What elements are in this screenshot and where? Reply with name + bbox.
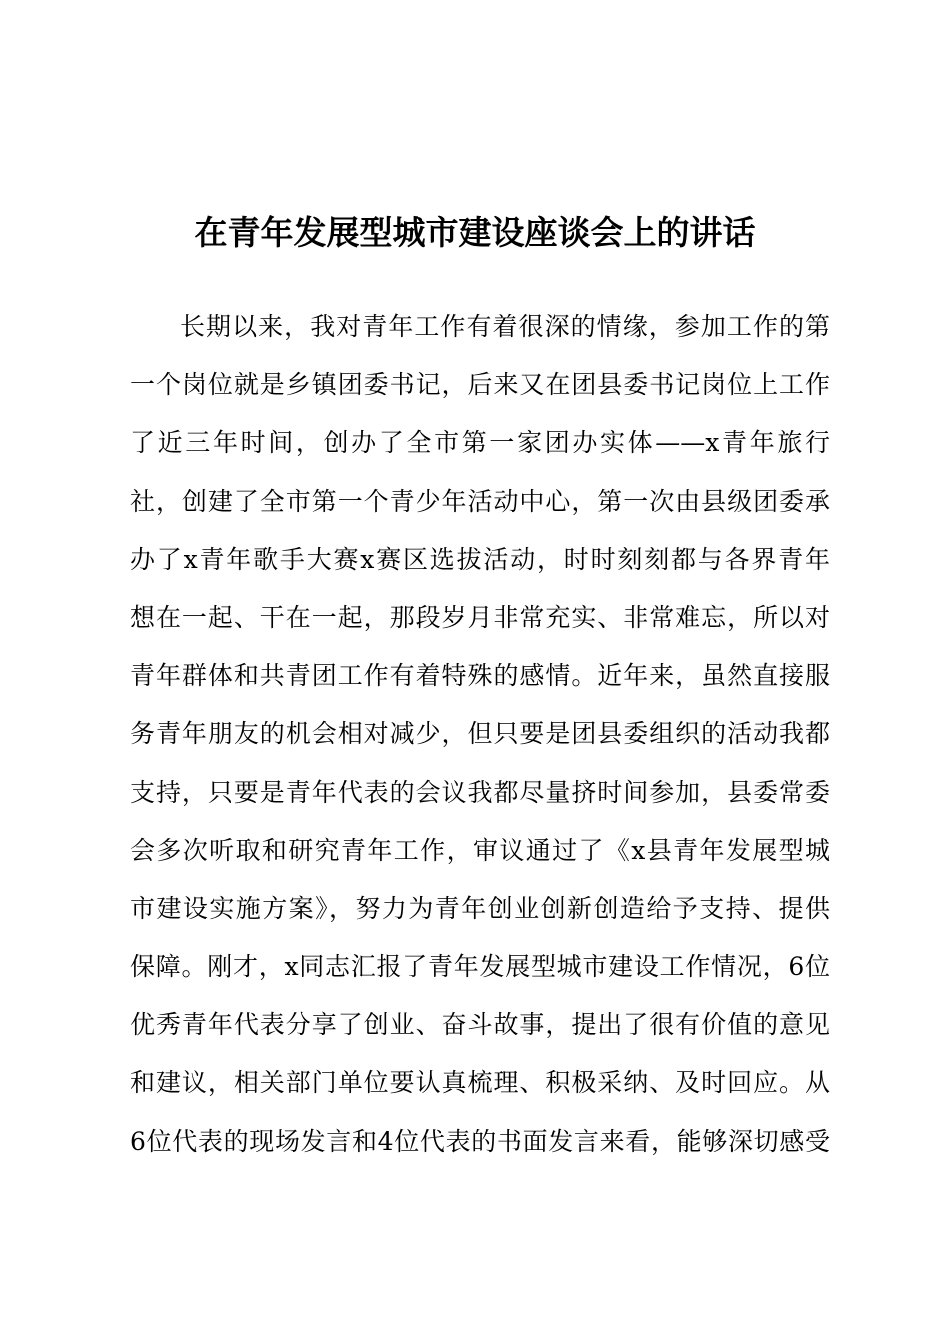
body-line: 和建议，相关部门单位要认真梳理、积极采纳、及时回应。从 [130,1068,830,1098]
document-title: 在青年发展型城市建设座谈会上的讲话 [194,213,756,252]
body-line: 保障。刚才，x同志汇报了青年发展型城市建设工作情况，6位 [130,952,830,982]
body-line: 市建设实施方案》，努力为青年创业创新创造给予支持、提供 [130,893,830,923]
body-line: 务青年朋友的机会相对减少，但只要是团县委组织的活动我都 [130,719,830,749]
body-line: 了近三年时间，创办了全市第一家团办实体——x青年旅行 [130,428,830,458]
body-line: 办了x青年歌手大赛x赛区选拔活动，时时刻刻都与各界青年 [130,544,830,574]
body-line: 优秀青年代表分享了创业、奋斗故事，提出了很有价值的意见 [130,1010,830,1040]
body-line: 一个岗位就是乡镇团委书记，后来又在团县委书记岗位上工作 [130,370,830,400]
body-line: 社，创建了全市第一个青少年活动中心，第一次由县级团委承 [130,486,830,516]
body-line: 长期以来，我对青年工作有着很深的情缘，参加工作的第 [180,312,830,341]
body-line: 想在一起、干在一起，那段岁月非常充实、非常难忘，所以对 [130,602,830,632]
body-line: 支持，只要是青年代表的会议我都尽量挤时间参加，县委常委 [130,777,830,807]
body-line: 会多次听取和研究青年工作，审议通过了《x县青年发展型城 [130,835,830,865]
body-line: 青年群体和共青团工作有着特殊的感情。近年来，虽然直接服 [130,661,830,691]
body-line: 6位代表的现场发言和4位代表的书面发言来看，能够深切感受 [130,1126,830,1156]
document-body [130,298,830,1171]
